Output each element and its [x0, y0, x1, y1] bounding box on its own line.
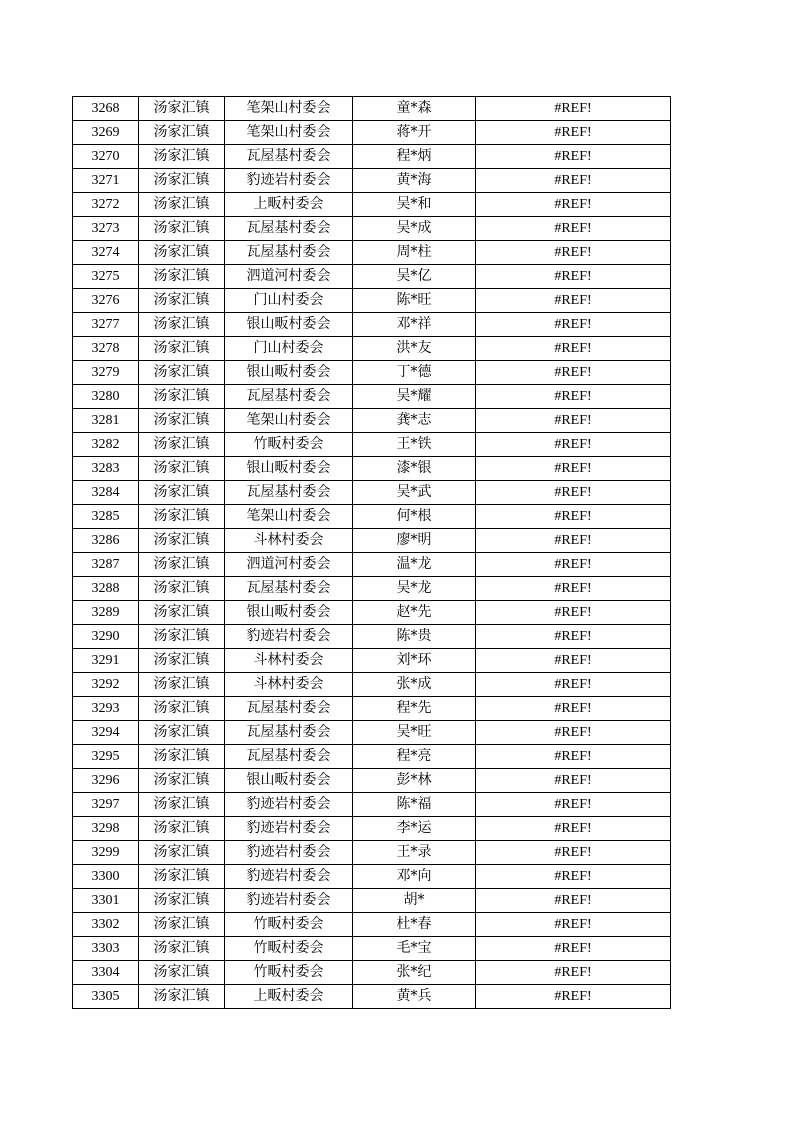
town-cell: 汤家汇镇 — [139, 121, 225, 145]
ref-value-cell: #REF! — [476, 169, 671, 193]
village-committee-cell: 笔架山村委会 — [225, 505, 353, 529]
row-number-cell: 3276 — [73, 289, 139, 313]
town-cell: 汤家汇镇 — [139, 481, 225, 505]
person-name-cell: 漆*银 — [353, 457, 476, 481]
row-number-cell: 3301 — [73, 889, 139, 913]
village-committee-cell: 上畈村委会 — [225, 985, 353, 1009]
village-committee-cell: 竹畈村委会 — [225, 913, 353, 937]
town-cell: 汤家汇镇 — [139, 241, 225, 265]
row-number-cell: 3304 — [73, 961, 139, 985]
person-name-cell: 童*森 — [353, 97, 476, 121]
village-committee-cell: 瓦屋基村委会 — [225, 745, 353, 769]
person-name-cell: 温*龙 — [353, 553, 476, 577]
village-committee-cell: 笔架山村委会 — [225, 409, 353, 433]
ref-value-cell: #REF! — [476, 433, 671, 457]
person-name-cell: 吴*和 — [353, 193, 476, 217]
table-row — [73, 265, 671, 289]
person-name-cell: 黄*兵 — [353, 985, 476, 1009]
row-number-cell: 3292 — [73, 673, 139, 697]
roster-body — [73, 97, 671, 1009]
village-committee-cell: 豹迹岩村委会 — [225, 793, 353, 817]
row-number-cell: 3277 — [73, 313, 139, 337]
town-cell: 汤家汇镇 — [139, 649, 225, 673]
ref-value-cell: #REF! — [476, 625, 671, 649]
person-name-cell: 吴*龙 — [353, 577, 476, 601]
person-name-cell: 胡* — [353, 889, 476, 913]
row-number-cell: 3298 — [73, 817, 139, 841]
person-name-cell: 蒋*开 — [353, 121, 476, 145]
ref-value-cell: #REF! — [476, 97, 671, 121]
town-cell: 汤家汇镇 — [139, 769, 225, 793]
table-row — [73, 769, 671, 793]
table-row — [73, 553, 671, 577]
ref-value-cell: #REF! — [476, 193, 671, 217]
row-number-cell: 3269 — [73, 121, 139, 145]
person-name-cell: 黄*海 — [353, 169, 476, 193]
person-name-cell: 吴*耀 — [353, 385, 476, 409]
town-cell: 汤家汇镇 — [139, 553, 225, 577]
ref-value-cell: #REF! — [476, 601, 671, 625]
town-cell: 汤家汇镇 — [139, 961, 225, 985]
village-committee-cell: 上畈村委会 — [225, 193, 353, 217]
person-name-cell: 邓*向 — [353, 865, 476, 889]
village-committee-cell: 泗道河村委会 — [225, 265, 353, 289]
village-committee-cell: 竹畈村委会 — [225, 433, 353, 457]
row-number-cell: 3280 — [73, 385, 139, 409]
ref-value-cell: #REF! — [476, 841, 671, 865]
row-number-cell: 3303 — [73, 937, 139, 961]
row-number-cell: 3274 — [73, 241, 139, 265]
ref-value-cell: #REF! — [476, 769, 671, 793]
town-cell: 汤家汇镇 — [139, 145, 225, 169]
town-cell: 汤家汇镇 — [139, 889, 225, 913]
person-name-cell: 龚*志 — [353, 409, 476, 433]
roster-table — [72, 96, 671, 1009]
table-row — [73, 505, 671, 529]
row-number-cell: 3288 — [73, 577, 139, 601]
village-committee-cell: 瓦屋基村委会 — [225, 721, 353, 745]
person-name-cell: 毛*宝 — [353, 937, 476, 961]
village-committee-cell: 瓦屋基村委会 — [225, 385, 353, 409]
ref-value-cell: #REF! — [476, 289, 671, 313]
village-committee-cell: 豹迹岩村委会 — [225, 169, 353, 193]
row-number-cell: 3299 — [73, 841, 139, 865]
person-name-cell: 程*亮 — [353, 745, 476, 769]
ref-value-cell: #REF! — [476, 457, 671, 481]
person-name-cell: 陈*福 — [353, 793, 476, 817]
town-cell: 汤家汇镇 — [139, 433, 225, 457]
ref-value-cell: #REF! — [476, 649, 671, 673]
village-committee-cell: 门山村委会 — [225, 289, 353, 313]
ref-value-cell: #REF! — [476, 337, 671, 361]
table-row — [73, 577, 671, 601]
town-cell: 汤家汇镇 — [139, 409, 225, 433]
village-committee-cell: 豹迹岩村委会 — [225, 865, 353, 889]
row-number-cell: 3275 — [73, 265, 139, 289]
town-cell: 汤家汇镇 — [139, 841, 225, 865]
town-cell: 汤家汇镇 — [139, 505, 225, 529]
town-cell: 汤家汇镇 — [139, 577, 225, 601]
person-name-cell: 洪*友 — [353, 337, 476, 361]
village-committee-cell: 笔架山村委会 — [225, 121, 353, 145]
person-name-cell: 王*录 — [353, 841, 476, 865]
ref-value-cell: #REF! — [476, 529, 671, 553]
town-cell: 汤家汇镇 — [139, 265, 225, 289]
table-row — [73, 649, 671, 673]
village-committee-cell: 斗林村委会 — [225, 673, 353, 697]
row-number-cell: 3281 — [73, 409, 139, 433]
table-row — [73, 937, 671, 961]
table-row — [73, 241, 671, 265]
row-number-cell: 3273 — [73, 217, 139, 241]
town-cell: 汤家汇镇 — [139, 601, 225, 625]
ref-value-cell: #REF! — [476, 505, 671, 529]
town-cell: 汤家汇镇 — [139, 361, 225, 385]
row-number-cell: 3291 — [73, 649, 139, 673]
row-number-cell: 3271 — [73, 169, 139, 193]
town-cell: 汤家汇镇 — [139, 865, 225, 889]
town-cell: 汤家汇镇 — [139, 457, 225, 481]
person-name-cell: 杜*春 — [353, 913, 476, 937]
row-number-cell: 3300 — [73, 865, 139, 889]
ref-value-cell: #REF! — [476, 265, 671, 289]
table-row — [73, 913, 671, 937]
person-name-cell: 陈*贵 — [353, 625, 476, 649]
ref-value-cell: #REF! — [476, 721, 671, 745]
person-name-cell: 廖*明 — [353, 529, 476, 553]
ref-value-cell: #REF! — [476, 553, 671, 577]
village-committee-cell: 银山畈村委会 — [225, 313, 353, 337]
person-name-cell: 赵*先 — [353, 601, 476, 625]
row-number-cell: 3305 — [73, 985, 139, 1009]
ref-value-cell: #REF! — [476, 145, 671, 169]
table-row — [73, 673, 671, 697]
village-committee-cell: 斗林村委会 — [225, 649, 353, 673]
village-committee-cell: 瓦屋基村委会 — [225, 145, 353, 169]
village-committee-cell: 银山畈村委会 — [225, 769, 353, 793]
person-name-cell: 张*成 — [353, 673, 476, 697]
row-number-cell: 3268 — [73, 97, 139, 121]
ref-value-cell: #REF! — [476, 313, 671, 337]
ref-value-cell: #REF! — [476, 889, 671, 913]
ref-value-cell: #REF! — [476, 361, 671, 385]
ref-value-cell: #REF! — [476, 481, 671, 505]
person-name-cell: 程*炳 — [353, 145, 476, 169]
village-committee-cell: 豹迹岩村委会 — [225, 889, 353, 913]
row-number-cell: 3295 — [73, 745, 139, 769]
person-name-cell: 丁*德 — [353, 361, 476, 385]
town-cell: 汤家汇镇 — [139, 913, 225, 937]
village-committee-cell: 瓦屋基村委会 — [225, 241, 353, 265]
person-name-cell: 周*柱 — [353, 241, 476, 265]
village-committee-cell: 竹畈村委会 — [225, 937, 353, 961]
town-cell: 汤家汇镇 — [139, 817, 225, 841]
ref-value-cell: #REF! — [476, 409, 671, 433]
table-row — [73, 289, 671, 313]
ref-value-cell: #REF! — [476, 913, 671, 937]
town-cell: 汤家汇镇 — [139, 721, 225, 745]
person-name-cell: 陈*旺 — [353, 289, 476, 313]
table-row — [73, 337, 671, 361]
town-cell: 汤家汇镇 — [139, 529, 225, 553]
row-number-cell: 3294 — [73, 721, 139, 745]
town-cell: 汤家汇镇 — [139, 337, 225, 361]
row-number-cell: 3293 — [73, 697, 139, 721]
ref-value-cell: #REF! — [476, 121, 671, 145]
ref-value-cell: #REF! — [476, 673, 671, 697]
table-row — [73, 457, 671, 481]
person-name-cell: 刘*环 — [353, 649, 476, 673]
person-name-cell: 吴*武 — [353, 481, 476, 505]
town-cell: 汤家汇镇 — [139, 625, 225, 649]
village-committee-cell: 瓦屋基村委会 — [225, 697, 353, 721]
row-number-cell: 3286 — [73, 529, 139, 553]
table-row — [73, 193, 671, 217]
village-committee-cell: 银山畈村委会 — [225, 457, 353, 481]
village-committee-cell: 泗道河村委会 — [225, 553, 353, 577]
person-name-cell: 邓*祥 — [353, 313, 476, 337]
table-row — [73, 433, 671, 457]
town-cell: 汤家汇镇 — [139, 385, 225, 409]
person-name-cell: 吴*亿 — [353, 265, 476, 289]
village-committee-cell: 门山村委会 — [225, 337, 353, 361]
row-number-cell: 3284 — [73, 481, 139, 505]
table-row — [73, 385, 671, 409]
row-number-cell: 3287 — [73, 553, 139, 577]
table-row — [73, 721, 671, 745]
row-number-cell: 3272 — [73, 193, 139, 217]
table-row — [73, 625, 671, 649]
row-number-cell: 3285 — [73, 505, 139, 529]
person-name-cell: 张*纪 — [353, 961, 476, 985]
town-cell: 汤家汇镇 — [139, 937, 225, 961]
person-name-cell: 彭*林 — [353, 769, 476, 793]
town-cell: 汤家汇镇 — [139, 169, 225, 193]
town-cell: 汤家汇镇 — [139, 313, 225, 337]
table-row — [73, 217, 671, 241]
ref-value-cell: #REF! — [476, 793, 671, 817]
village-committee-cell: 笔架山村委会 — [225, 97, 353, 121]
row-number-cell: 3270 — [73, 145, 139, 169]
village-committee-cell: 银山畈村委会 — [225, 361, 353, 385]
town-cell: 汤家汇镇 — [139, 97, 225, 121]
table-row — [73, 481, 671, 505]
village-committee-cell: 豹迹岩村委会 — [225, 625, 353, 649]
ref-value-cell: #REF! — [476, 937, 671, 961]
table-row — [73, 889, 671, 913]
table-row — [73, 97, 671, 121]
village-committee-cell: 瓦屋基村委会 — [225, 481, 353, 505]
row-number-cell: 3283 — [73, 457, 139, 481]
table-row — [73, 121, 671, 145]
row-number-cell: 3278 — [73, 337, 139, 361]
town-cell: 汤家汇镇 — [139, 697, 225, 721]
person-name-cell: 李*运 — [353, 817, 476, 841]
village-committee-cell: 银山畈村委会 — [225, 601, 353, 625]
table-row — [73, 985, 671, 1009]
village-committee-cell: 斗林村委会 — [225, 529, 353, 553]
row-number-cell: 3289 — [73, 601, 139, 625]
ref-value-cell: #REF! — [476, 241, 671, 265]
town-cell: 汤家汇镇 — [139, 985, 225, 1009]
table-row — [73, 145, 671, 169]
ref-value-cell: #REF! — [476, 961, 671, 985]
ref-value-cell: #REF! — [476, 865, 671, 889]
table-row — [73, 745, 671, 769]
table-row — [73, 313, 671, 337]
table-row — [73, 601, 671, 625]
ref-value-cell: #REF! — [476, 697, 671, 721]
table-row — [73, 841, 671, 865]
table-row — [73, 361, 671, 385]
village-committee-cell: 竹畈村委会 — [225, 961, 353, 985]
village-committee-cell: 豹迹岩村委会 — [225, 817, 353, 841]
ref-value-cell: #REF! — [476, 385, 671, 409]
row-number-cell: 3302 — [73, 913, 139, 937]
village-committee-cell: 瓦屋基村委会 — [225, 217, 353, 241]
table-row — [73, 169, 671, 193]
ref-value-cell: #REF! — [476, 745, 671, 769]
village-committee-cell: 豹迹岩村委会 — [225, 841, 353, 865]
table-row — [73, 697, 671, 721]
ref-value-cell: #REF! — [476, 985, 671, 1009]
table-row — [73, 865, 671, 889]
table-row — [73, 529, 671, 553]
table-row — [73, 409, 671, 433]
ref-value-cell: #REF! — [476, 217, 671, 241]
row-number-cell: 3290 — [73, 625, 139, 649]
town-cell: 汤家汇镇 — [139, 193, 225, 217]
row-number-cell: 3296 — [73, 769, 139, 793]
person-name-cell: 吴*成 — [353, 217, 476, 241]
village-committee-cell: 瓦屋基村委会 — [225, 577, 353, 601]
ref-value-cell: #REF! — [476, 577, 671, 601]
table-row — [73, 793, 671, 817]
town-cell: 汤家汇镇 — [139, 745, 225, 769]
table-row — [73, 961, 671, 985]
town-cell: 汤家汇镇 — [139, 793, 225, 817]
ref-value-cell: #REF! — [476, 817, 671, 841]
person-name-cell: 王*铁 — [353, 433, 476, 457]
table-row — [73, 817, 671, 841]
town-cell: 汤家汇镇 — [139, 217, 225, 241]
row-number-cell: 3282 — [73, 433, 139, 457]
town-cell: 汤家汇镇 — [139, 673, 225, 697]
person-name-cell: 程*先 — [353, 697, 476, 721]
row-number-cell: 3279 — [73, 361, 139, 385]
town-cell: 汤家汇镇 — [139, 289, 225, 313]
person-name-cell: 何*根 — [353, 505, 476, 529]
person-name-cell: 吴*旺 — [353, 721, 476, 745]
row-number-cell: 3297 — [73, 793, 139, 817]
